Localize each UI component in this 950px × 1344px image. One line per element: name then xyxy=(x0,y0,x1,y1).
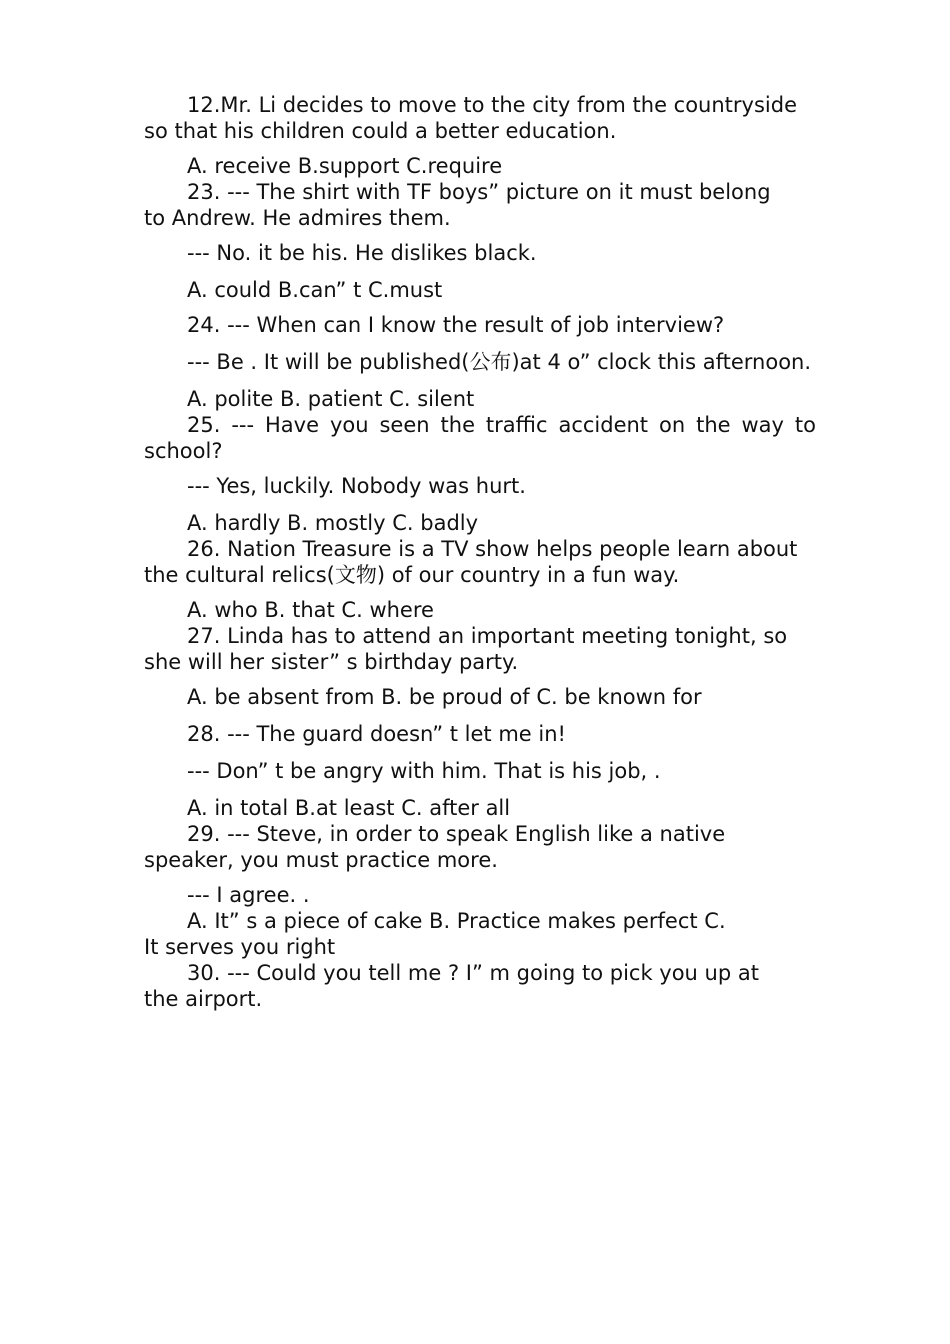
question-23: 23. --- The shirt with TF boys” picture on it must belong to Andrew. He admires them. xyxy=(144,180,771,230)
question-28: 28. --- The guard doesn” t let me in! xyxy=(187,722,566,746)
question-26-options: A. who B. that C. where xyxy=(187,598,434,622)
question-23-options: A. could B.can” t C.must xyxy=(187,278,443,302)
question-24: 24. --- When can I know the result of job interview? xyxy=(187,313,725,337)
question-30: 30. --- Could you tell me ? I” m going to pick you up at the airport. xyxy=(144,961,759,1011)
question-25: 25. --- Have you seen the traffic accident on the way to school? xyxy=(144,413,816,463)
question-26: 26. Nation Treasure is a TV show helps people learn about the cultural relics(文物) of our country in a fun way. xyxy=(144,537,798,587)
question-12-options: A. receive B.support C.require xyxy=(187,154,503,178)
question-27: 27. Linda has to attend an important meeting tonight, so she will her sister” s birthday party. xyxy=(144,624,788,674)
question-25-options: A. hardly B. mostly C. badly xyxy=(187,511,479,535)
question-29-reply: --- I agree. . xyxy=(187,883,310,907)
question-23-reply: --- No. it be his. He dislikes black. xyxy=(187,241,537,265)
document-body xyxy=(144,92,816,1012)
question-29: 29. --- Steve, in order to speak English like a native speaker, you must practice more. xyxy=(144,822,726,872)
question-28-options: A. in total B.at least C. after all xyxy=(187,796,511,820)
question-25-reply: --- Yes, luckily. Nobody was hurt. xyxy=(187,474,526,498)
question-24-options: A. polite B. patient C. silent xyxy=(187,387,475,411)
question-29-options: A. It” s a piece of cake B. Practice makes perfect C. It serves you right xyxy=(144,909,726,959)
question-28-reply: --- Don” t be angry with him. That is his job, . xyxy=(187,759,661,783)
question-24-reply: --- Be . It will be published(公布)at 4 o” clock this afternoon. xyxy=(187,350,812,374)
question-27-options: A. be absent from B. be proud of C. be known for xyxy=(187,685,702,709)
question-12: 12.Mr. Li decides to move to the city from the countryside so that his children could a better education. xyxy=(144,93,797,143)
